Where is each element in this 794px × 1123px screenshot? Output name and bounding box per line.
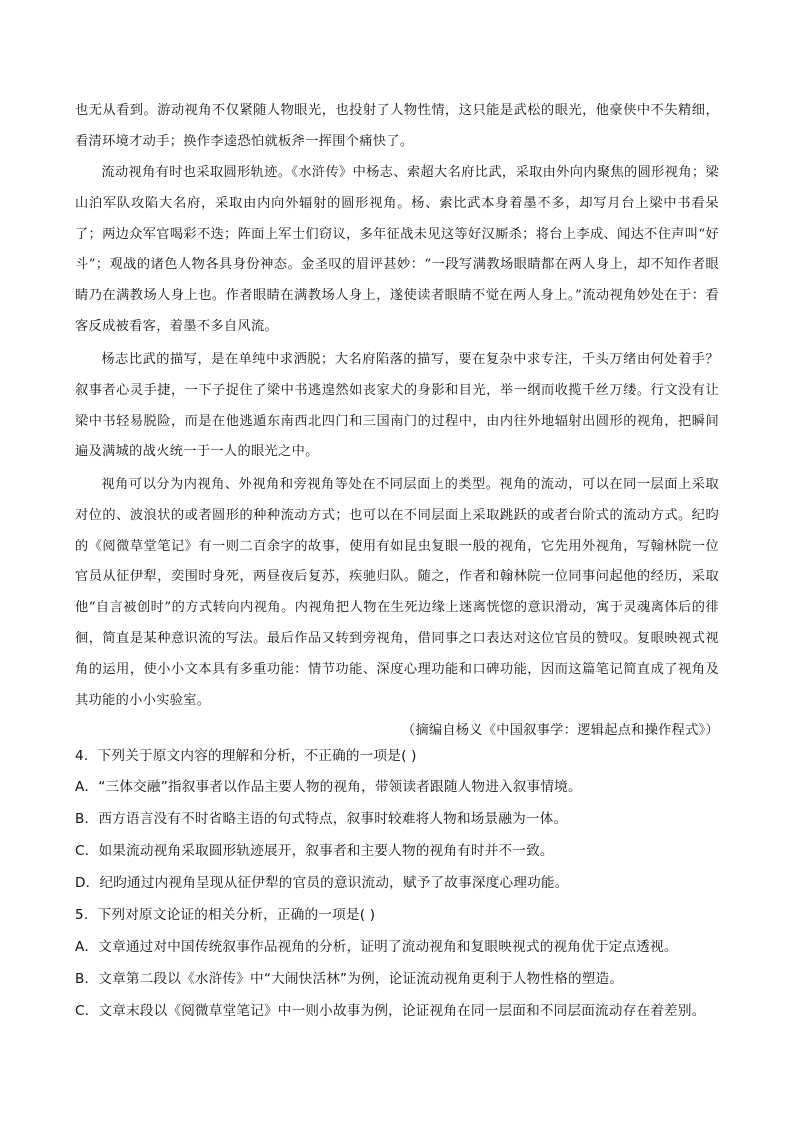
article-paragraph-2: 流动视角有时也采取圆形轨迹。《水浒传》中杨志、索超大名府比武，采取由外向内聚焦的圆形视角；梁山泊军队攻陷大名府，采取由内向外辐射的圆形视角。杨、索比武本身着墨不多，却写月台上梁中书看呆了；两边众军官喝彩不迭；阵面上军士们窃议，多年征战未见这等好汉厮杀；将台上李成、闻达不住声叫“好斗”；观战的诸色人物各具身份神态。金圣叹的眉评甚妙：“一段写满教场眼睛都在两人身上，却不知作者眼睛乃在满教场人身上也。作者眼睛在满教场人身上，遂使读者眼睛不觉在两人身上。”流动视角妙处在于：看客反成被看客，着墨不多自风流。 <box>75 165 719 334</box>
question-5-stem: 5．下列对原文论证的相关分析，正确的一项是( ) <box>75 907 376 923</box>
article-paragraph-4: 视角可以分为内视角、外视角和旁视角等处在不同层面上的类型。视角的流动，可以在同一层面上采取对位的、波浪状的或者圆形的种种流动方式；也可以在不同层面上采取跳跃的或者台阶式的流动方式。纪昀的《阅微草堂笔记》有一则二百余字的故事，使用有如昆虫复眼一般的视角，它先用外视角，写翰林院一位官员从征伊犁，奕围时身死，两昼夜后复苏，疾驰归队。随之，作者和翰林院一位同事问起他的经历，采取他“自言被创时”的方式转向内视角。内视角把人物在生死边缘上迷离恍惚的意识滑动，寓于灵魂离体后的徘徊，简直是某种意识流的写法。最后作品又转到旁视角，借同事之口表达对这位官员的赞叹。复眼映视式视角的运用，使小小文本具有多重功能：情节功能、深度心理功能和口碑功能，因而这篇笔记简直成了视角及其功能的小小实验室。 <box>75 477 719 708</box>
article-source-citation: （摘编自杨义《中国叙事学：逻辑起点和操作程式》） <box>401 723 719 738</box>
question-4-option-c: C．如果流动视角采取圆形轨迹展开，叙事者和主要人物的视角有时并不一致。 <box>75 843 554 859</box>
question-4-option-d: D．纪昀通过内视角呈现从征伊犁的官员的意识流动，赋予了故事深度心理功能。 <box>75 875 569 891</box>
question-4-stem: 4．下列关于原文内容的理解和分析，不正确的一项是( ) <box>75 748 417 764</box>
article-paragraph-1: 也无从看到。游动视角不仅紧随人物眼光，也投射了人物性情，这只能是武松的眼光，他豪侠中不失精细，看清环境才动手；换作李逵恐怕就板斧一挥围个痛快了。 <box>75 103 719 149</box>
question-5-option-a: A．文章通过对中国传统叙事作品视角的分析，证明了流动视角和复眼映视式的视角优于定点透视。 <box>75 939 678 955</box>
question-4-option-b: B．西方语言没有不时省略主语的句式特点，叙事时较难将人物和场景融为一体。 <box>75 811 568 827</box>
question-5-option-c: C．文章末段以《阅微草堂笔记》中一则小故事为例，论证视角在同一层面和不同层面流动存在着差别。 <box>75 1003 706 1019</box>
article-paragraph-3: 杨志比武的描写，是在单纯中求洒脱；大名府陷落的描写，要在复杂中求专注，千头万绪由何处着手？叙事者心灵手捷，一下子捉住了梁中书逃遑然如丧家犬的身影和目光，举一纲而收揽千丝万缕。行文没有让梁中书轻易脱险，而是在他逃遁东南西北四门和三国南门的过程中，由内往外地辐射出圆形的视角，把瞬间遍及满城的战火统一于一人的眼光之中。 <box>75 352 719 460</box>
question-4-option-a: A．“三体交融”指叙事者以作品主要人物的视角，带领读者跟随人物进入叙事情境。 <box>75 779 582 795</box>
question-5-option-b: B．文章第二段以《水浒传》中“大闹快活林”为例，论证流动视角更利于人物性格的塑造。 <box>75 971 624 987</box>
